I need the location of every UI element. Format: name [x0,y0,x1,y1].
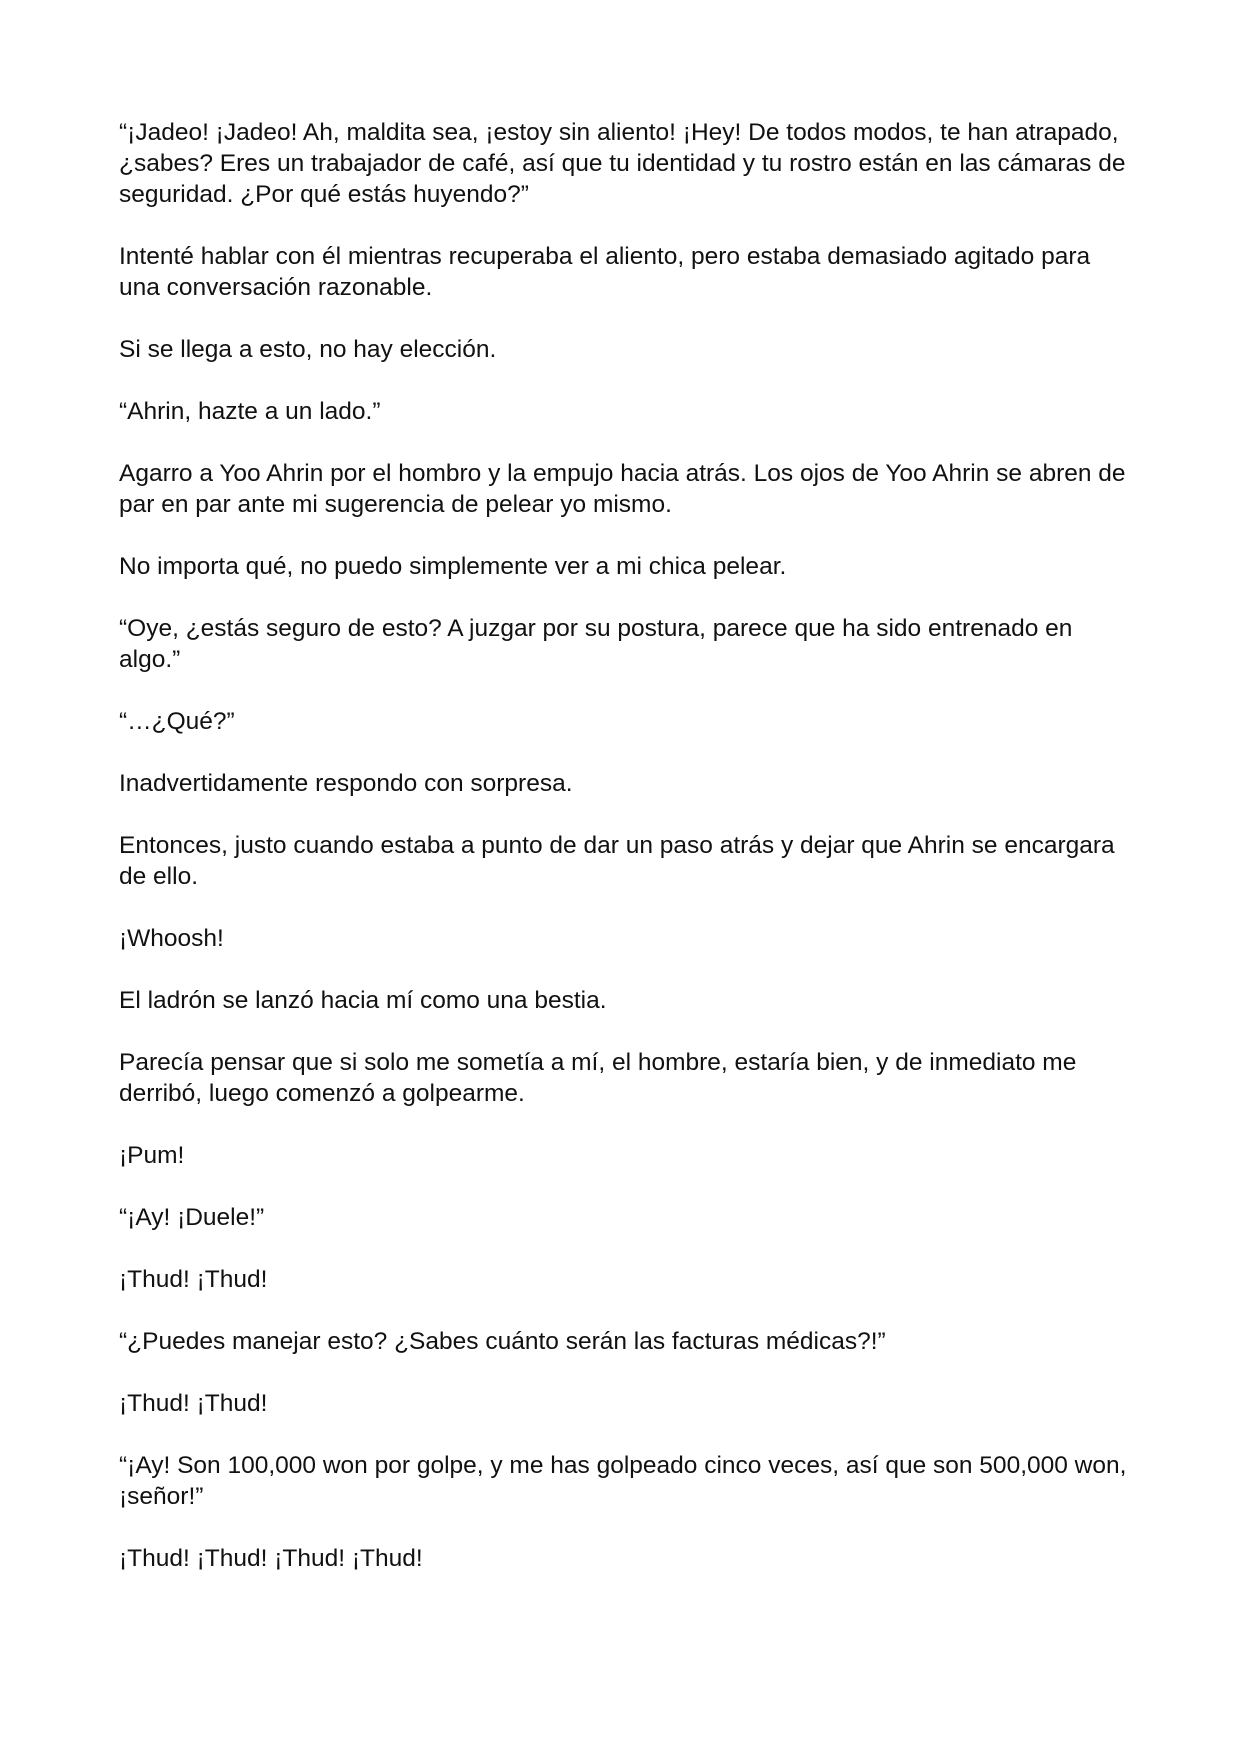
paragraph: “…¿Qué?” [119,708,235,735]
paragraph: “¡Jadeo! ¡Jadeo! Ah, maldita sea, ¡estoy sin aliento! ¡Hey! De todos modos, te han atrapado, ¿sabes? Eres un trabajador de café, así que tu identidad y tu rostro están en las cámaras de seguridad. ¿Por qué estás huyendo?” [119,119,1126,208]
paragraph: ¡Thud! ¡Thud! ¡Thud! ¡Thud! [119,1545,423,1572]
paragraph: Inadvertidamente respondo con sorpresa. [119,770,573,797]
paragraph: El ladrón se lanzó hacia mí como una bestia. [119,987,607,1014]
paragraph: Agarro a Yoo Ahrin por el hombro y la empujo hacia atrás. Los ojos de Yoo Ahrin se abren de par en par ante mi sugerencia de pelear yo mismo. [119,460,1126,518]
paragraph: “¡Ay! Son 100,000 won por golpe, y me has golpeado cinco veces, así que son 500,000 won, ¡señor!” [119,1452,1127,1510]
text-body [119,117,1129,1605]
paragraph: ¡Thud! ¡Thud! [119,1266,268,1293]
paragraph: “Oye, ¿estás seguro de esto? A juzgar por su postura, parece que ha sido entrenado en algo.” [119,615,1073,673]
paragraph: Si se llega a esto, no hay elección. [119,336,497,363]
paragraph: ¡Whoosh! [119,925,224,952]
paragraph: Parecía pensar que si solo me sometía a mí, el hombre, estaría bien, y de inmediato me derribó, luego comenzó a golpearme. [119,1049,1077,1107]
paragraph: “Ahrin, hazte a un lado.” [119,398,381,425]
paragraph: “¡Ay! ¡Duele!” [119,1204,265,1231]
paragraph: Intenté hablar con él mientras recuperaba el aliento, pero estaba demasiado agitado para una conversación razonable. [119,243,1091,301]
paragraph: Entonces, justo cuando estaba a punto de dar un paso atrás y dejar que Ahrin se encargara de ello. [119,832,1115,890]
paragraph: No importa qué, no puedo simplemente ver a mi chica pelear. [119,553,787,580]
paragraph: “¿Puedes manejar esto? ¿Sabes cuánto serán las facturas médicas?!” [119,1328,886,1355]
paragraph: ¡Pum! [119,1142,185,1169]
paragraph: ¡Thud! ¡Thud! [119,1390,268,1417]
